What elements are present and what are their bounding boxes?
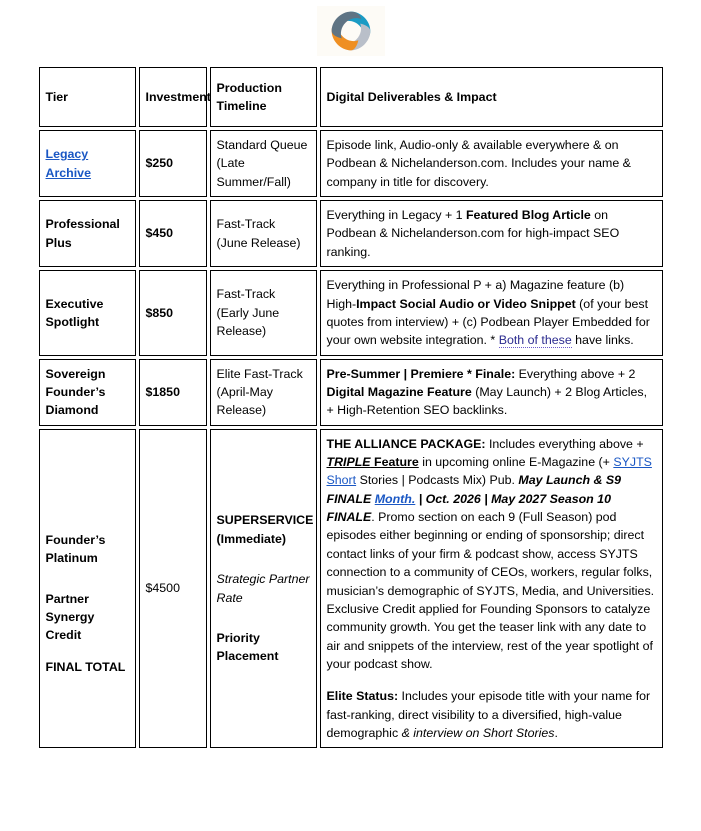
tier-name-cell: [39, 130, 136, 197]
deliverables-cell: Episode link, Audio-only & available everywhere & on Podbean & Nichelanderson.com. Includes your name & company in title for discovery.: [320, 130, 663, 197]
text-segment-bold: Impact Social Audio or Video Snippet: [356, 296, 576, 311]
both-of-these-link[interactable]: Both of these: [498, 333, 572, 348]
tier-name-cell: Sovereign Founder’s Diamond: [39, 359, 136, 426]
text-segment: (May Launch) + 2 Blog Articles, + High-Retention SEO backlinks.: [326, 384, 648, 418]
tier-line: Partner Synergy Credit: [45, 591, 95, 643]
text-segment: Includes everything above +: [485, 436, 644, 451]
deliverables-cell: [320, 429, 663, 749]
investment-cell: $1850: [139, 359, 207, 426]
timeline-line: Strategic Partner Rate: [216, 572, 310, 605]
table-body: [39, 130, 663, 748]
legacy-archive-link[interactable]: Legacy Archive: [45, 147, 91, 180]
text-segment: on Podbean & Nichelanderson.com for high-impact SEO ranking.: [326, 208, 620, 259]
timeline-cell: Standard Queue (Late Summer/Fall): [210, 130, 317, 197]
timeline-line: SUPERSERVICE (Immediate): [216, 513, 314, 546]
tier-line: Founder’s Platinum: [45, 532, 106, 566]
investment-cell: $4500: [139, 429, 207, 749]
tier-name-cell: [39, 429, 136, 749]
text-segment: (of your best quotes from interview) + (c) Podbean Player Embedded for your own website integration. *: [326, 296, 650, 348]
table-header: [39, 67, 663, 127]
investment-cell: $250: [139, 130, 207, 197]
text-segment: Stories | Podcasts Mix) Pub.: [356, 473, 519, 488]
text-segment-feature: Feature: [370, 455, 419, 470]
table-row: [39, 130, 663, 197]
spacer: [46, 501, 129, 531]
month-link[interactable]: Month.: [374, 491, 416, 506]
syjts-short-link[interactable]: SYJTS Short: [326, 455, 652, 488]
spiral-vortex-logo: [317, 6, 385, 56]
timeline-cell: Fast-Track (June Release): [210, 200, 317, 267]
text-segment: Everything in Legacy + 1: [326, 208, 466, 223]
tier-name-cell: Executive Spotlight: [39, 270, 136, 355]
spiral-vortex-icon: [328, 8, 374, 54]
header-deliverables: Digital Deliverables & Impact: [320, 67, 663, 127]
spacer: [46, 568, 129, 590]
table-row: [39, 359, 663, 426]
paragraph-gap: [327, 673, 656, 687]
text-segment: Includes your episode title with your name for fast-ranking, direct visibility to a diversified, high-value demographic: [326, 689, 651, 741]
sponsorship-tiers-table: [36, 64, 666, 751]
text-segment-bolditalic: | Oct. 2026 | May 2027 Season 10 FINALE: [326, 491, 611, 525]
spacer: [217, 607, 310, 629]
text-segment-bold: Featured Blog Article: [465, 208, 591, 223]
header-tier: Tier: [39, 67, 136, 127]
text-segment: have links.: [571, 333, 634, 348]
text-segment-bold: THE ALLIANCE PACKAGE:: [326, 436, 486, 451]
header-timeline: Production Timeline: [210, 67, 317, 127]
text-segment: Everything above + 2: [515, 366, 636, 381]
table-row: [39, 200, 663, 267]
deliverables-cell: [320, 200, 663, 267]
tier-name-cell: Professional Plus: [39, 200, 136, 267]
text-segment-italic: & interview on Short Stories: [401, 726, 555, 741]
text-segment: . Promo section on each 9 (Full Season) pod episodes either beginning or ending of sponsorship; direct contact links of your firm & podcast show, access SYJTS connection to a community of CEOs, workers, regular folks, musician’s demographic of SYJTS, Media, and Universities. Exclusive Credit applied for Founding Sponsors to catalyze community growth. You get the teaser link with any date to air and snippets of the interview, rest of the year spotlight of your podcast show.: [326, 510, 655, 671]
deliverables-cell: [320, 270, 663, 355]
text-segment: .: [554, 726, 558, 741]
text-segment-bold: Digital Magazine Feature: [326, 384, 472, 399]
table-row: [39, 270, 663, 355]
text-segment-bold: Elite Status:: [326, 689, 399, 704]
spacer: [46, 645, 129, 658]
text-segment: Everything in Professional P + a) Magazine feature (b) High-: [326, 278, 625, 311]
text-segment-triple: TRIPLE: [326, 455, 371, 470]
timeline-cell: [210, 429, 317, 749]
text-segment-bold: Pre-Summer | Premiere * Finale:: [326, 366, 516, 381]
investment-cell: $450: [139, 200, 207, 267]
header-investment: Investment: [139, 67, 207, 127]
investment-cell: $850: [139, 270, 207, 355]
table-header-row: [39, 67, 663, 127]
logo-header: [0, 0, 701, 56]
timeline-cell: Elite Fast-Track (April-May Release): [210, 359, 317, 426]
text-segment: in upcoming online E-Magazine (+: [418, 455, 614, 470]
tier-line: FINAL TOTAL: [45, 659, 126, 674]
deliverables-cell: [320, 359, 663, 426]
table-row: [39, 429, 663, 749]
timeline-line: Priority Placement: [216, 630, 279, 664]
timeline-cell: Fast-Track (Early June Release): [210, 270, 317, 355]
text-segment-bolditalic: May Launch & S9 FINALE: [326, 473, 622, 506]
spacer: [217, 548, 310, 570]
